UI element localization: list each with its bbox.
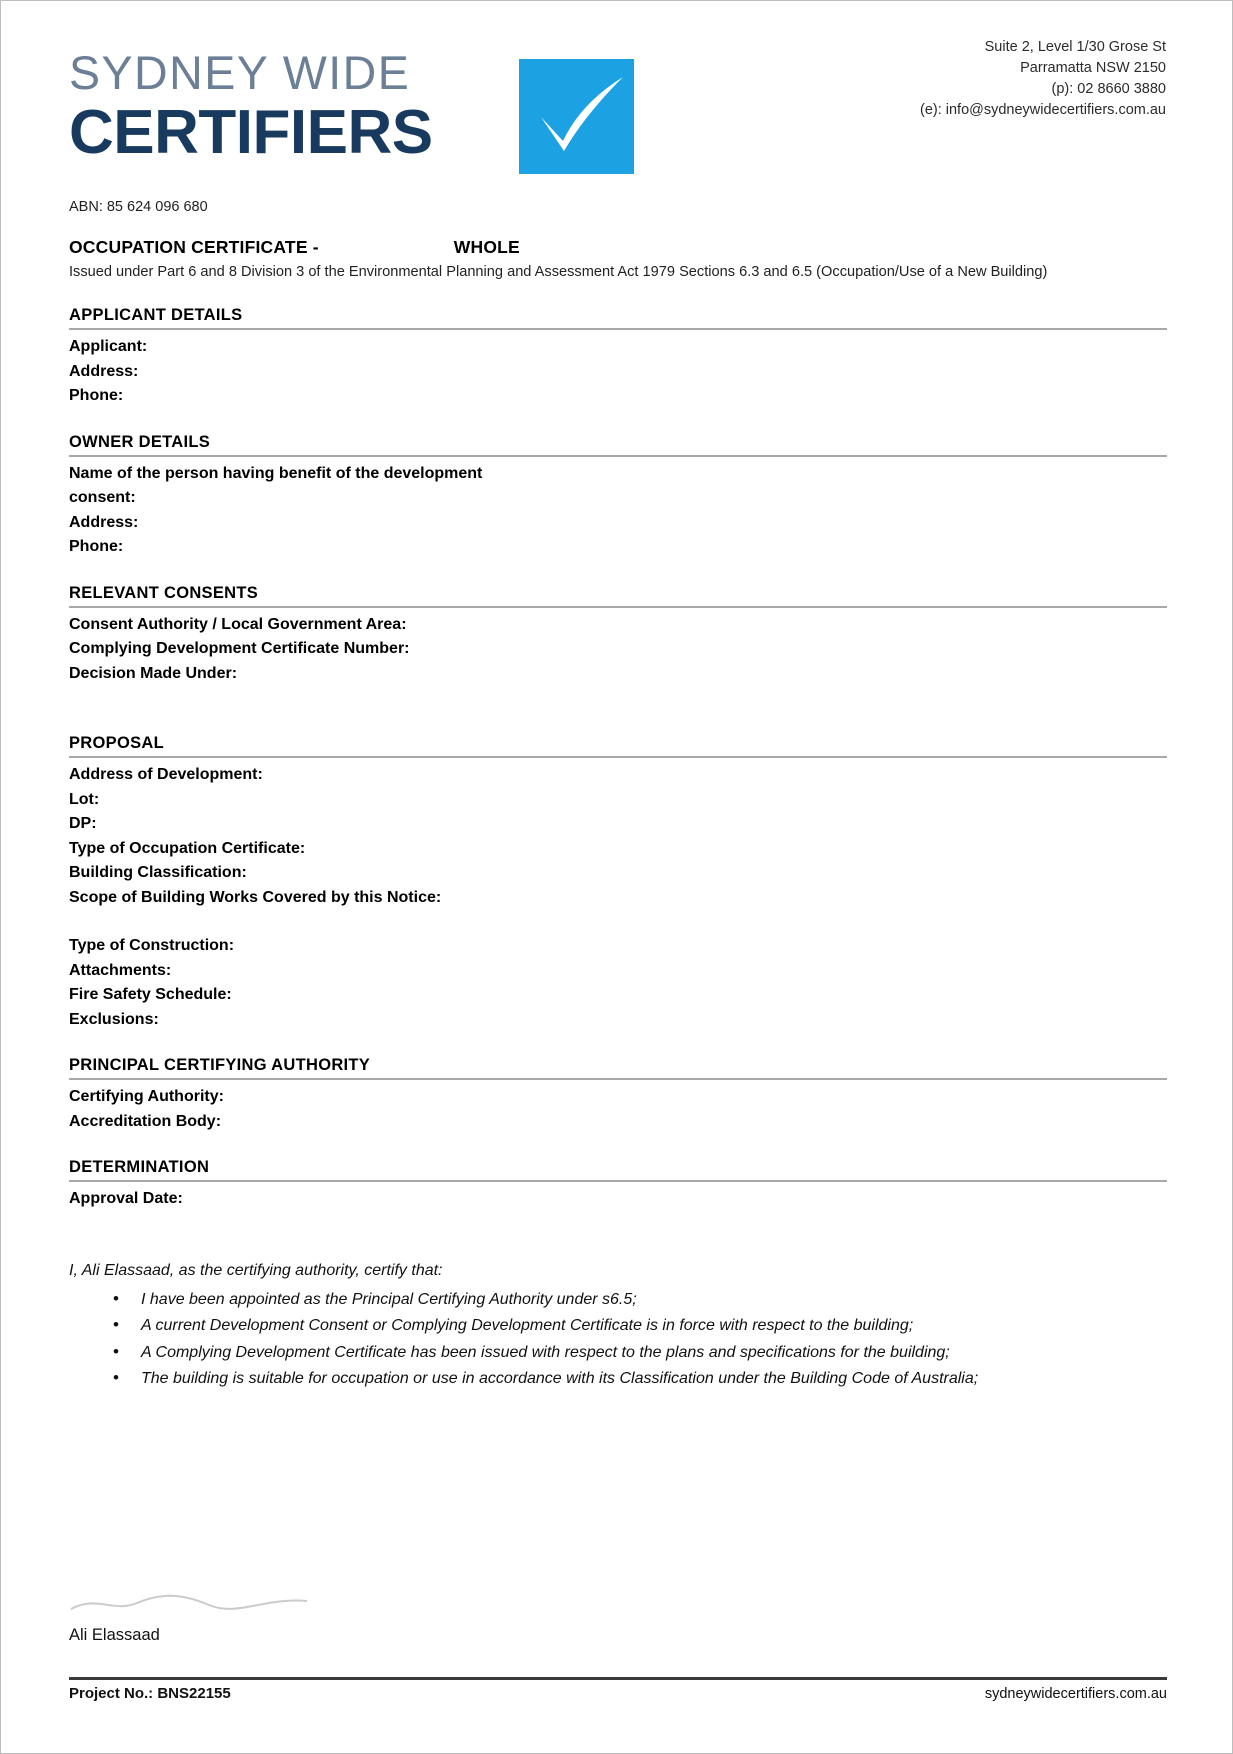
field-type-of-occupation-certificate: Type of Occupation Certificate: bbox=[69, 839, 306, 857]
section-divider bbox=[69, 1078, 1167, 1080]
contact-address-line-1: Suite 2, Level 1/30 Grose St bbox=[984, 39, 1166, 55]
signature-block bbox=[69, 1591, 1167, 1645]
field-lot: Lot: bbox=[69, 790, 100, 808]
declaration-item: • A Complying Development Certificate has been issued with respect to the plans and specifications for the building; bbox=[69, 1340, 1167, 1366]
section-heading: APPLICANT DETAILS bbox=[69, 306, 243, 324]
field-type-of-construction: Type of Construction: bbox=[69, 937, 235, 954]
footer-project-number: Project No.: BNS22155 bbox=[69, 1685, 231, 1702]
field-owner-name-line-1: Name of the person having benefit of the development bbox=[69, 464, 483, 482]
document-title: OCCUPATION CERTIFICATE - bbox=[69, 237, 319, 257]
footer-website: sydneywidecertifiers.com.au bbox=[984, 1686, 1167, 1702]
declaration-block bbox=[69, 1258, 1167, 1392]
field-applicant-address: Address: bbox=[69, 362, 139, 380]
document-title-row bbox=[69, 237, 1167, 258]
signature-mark bbox=[69, 1591, 329, 1617]
field-cdc-number: Complying Development Certificate Number: bbox=[69, 640, 410, 657]
logo-line-2: CERTIFIERS bbox=[69, 98, 433, 167]
field-consent-authority: Consent Authority / Local Government Area: bbox=[69, 615, 407, 633]
company-logo bbox=[69, 47, 639, 182]
footer-row bbox=[69, 1685, 1167, 1702]
field-scope-of-building-works: Scope of Building Works Covered by this Notice: bbox=[69, 888, 442, 906]
document-body bbox=[69, 237, 1167, 1393]
spacer bbox=[69, 710, 1167, 734]
field-certifying-authority: Certifying Authority: bbox=[69, 1088, 224, 1105]
field-fire-safety-schedule: Fire Safety Schedule: bbox=[69, 986, 232, 1003]
section-heading: DETERMINATION bbox=[69, 1158, 210, 1176]
field-address-of-development: Address of Development: bbox=[69, 766, 263, 783]
logo-wordmark bbox=[69, 47, 479, 165]
section-divider bbox=[69, 455, 1167, 457]
field-decision-made-under: Decision Made Under: bbox=[69, 664, 238, 682]
section-divider bbox=[69, 1180, 1167, 1182]
declaration-list bbox=[69, 1287, 1167, 1392]
spacer bbox=[69, 910, 1167, 934]
section-relevant-consents bbox=[69, 584, 1167, 687]
field-exclusions: Exclusions: bbox=[69, 1010, 159, 1028]
section-divider bbox=[69, 756, 1167, 758]
field-applicant-phone: Phone: bbox=[69, 387, 124, 404]
field-owner-name-line-2: consent: bbox=[69, 489, 136, 506]
section-divider bbox=[69, 606, 1167, 608]
section-determination bbox=[69, 1158, 1167, 1212]
abn-text: ABN: 85 624 096 680 bbox=[69, 199, 208, 215]
contact-address-line-2: Parramatta NSW 2150 bbox=[1020, 60, 1166, 76]
declaration-item: • A current Development Consent or Complying Development Certificate is in force with respect to the building; bbox=[69, 1313, 1167, 1339]
document-title-value: WHOLE bbox=[453, 237, 520, 257]
contact-phone: (p): 02 8660 3880 bbox=[1051, 81, 1166, 97]
field-building-classification: Building Classification: bbox=[69, 864, 247, 881]
field-accreditation-body: Accreditation Body: bbox=[69, 1112, 222, 1130]
field-approval-date: Approval Date: bbox=[69, 1190, 183, 1207]
footer-divider bbox=[69, 1677, 1167, 1680]
declaration-item: • I have been appointed as the Principal Certifying Authority under s6.5; bbox=[69, 1287, 1167, 1313]
field-applicant: Applicant: bbox=[69, 338, 148, 355]
declaration-item: • The building is suitable for occupation or use in accordance with its Classification under the Building Code of Australia; bbox=[69, 1366, 1167, 1392]
section-divider bbox=[69, 328, 1167, 330]
section-heading: OWNER DETAILS bbox=[69, 432, 211, 451]
document-sheet bbox=[1, 1, 1233, 1754]
section-heading: PROPOSAL bbox=[69, 734, 164, 752]
signature-name: Ali Elassaad bbox=[69, 1626, 160, 1644]
contact-email: (e): info@sydneywidecertifiers.com.au bbox=[919, 102, 1166, 118]
field-dp: DP: bbox=[69, 815, 97, 832]
section-heading: PRINCIPAL CERTIFYING AUTHORITY bbox=[69, 1056, 371, 1074]
field-owner-address: Address: bbox=[69, 513, 139, 531]
contact-block bbox=[920, 37, 1166, 121]
field-attachments: Attachments: bbox=[69, 961, 172, 979]
document-footer bbox=[69, 1677, 1167, 1702]
document-header bbox=[1, 1, 1233, 215]
section-applicant-details bbox=[69, 306, 1167, 409]
section-owner-details bbox=[69, 433, 1167, 560]
section-principal-certifying-authority bbox=[69, 1056, 1167, 1134]
section-proposal bbox=[69, 710, 1167, 1032]
logo-line-1: SYDNEY WIDE bbox=[69, 46, 411, 99]
document-subtitle: Issued under Part 6 and 8 Division 3 of the Environmental Planning and Assessment Act 1979 Sections 6.3 and 6.5 (Occupation/Use of a New Building) bbox=[69, 264, 1048, 280]
checkmark-icon bbox=[519, 59, 634, 174]
section-heading: RELEVANT CONSENTS bbox=[69, 583, 259, 602]
declaration-intro: I, Ali Elassaad, as the certifying authority, certify that: bbox=[69, 1261, 443, 1279]
field-owner-phone: Phone: bbox=[69, 538, 124, 555]
